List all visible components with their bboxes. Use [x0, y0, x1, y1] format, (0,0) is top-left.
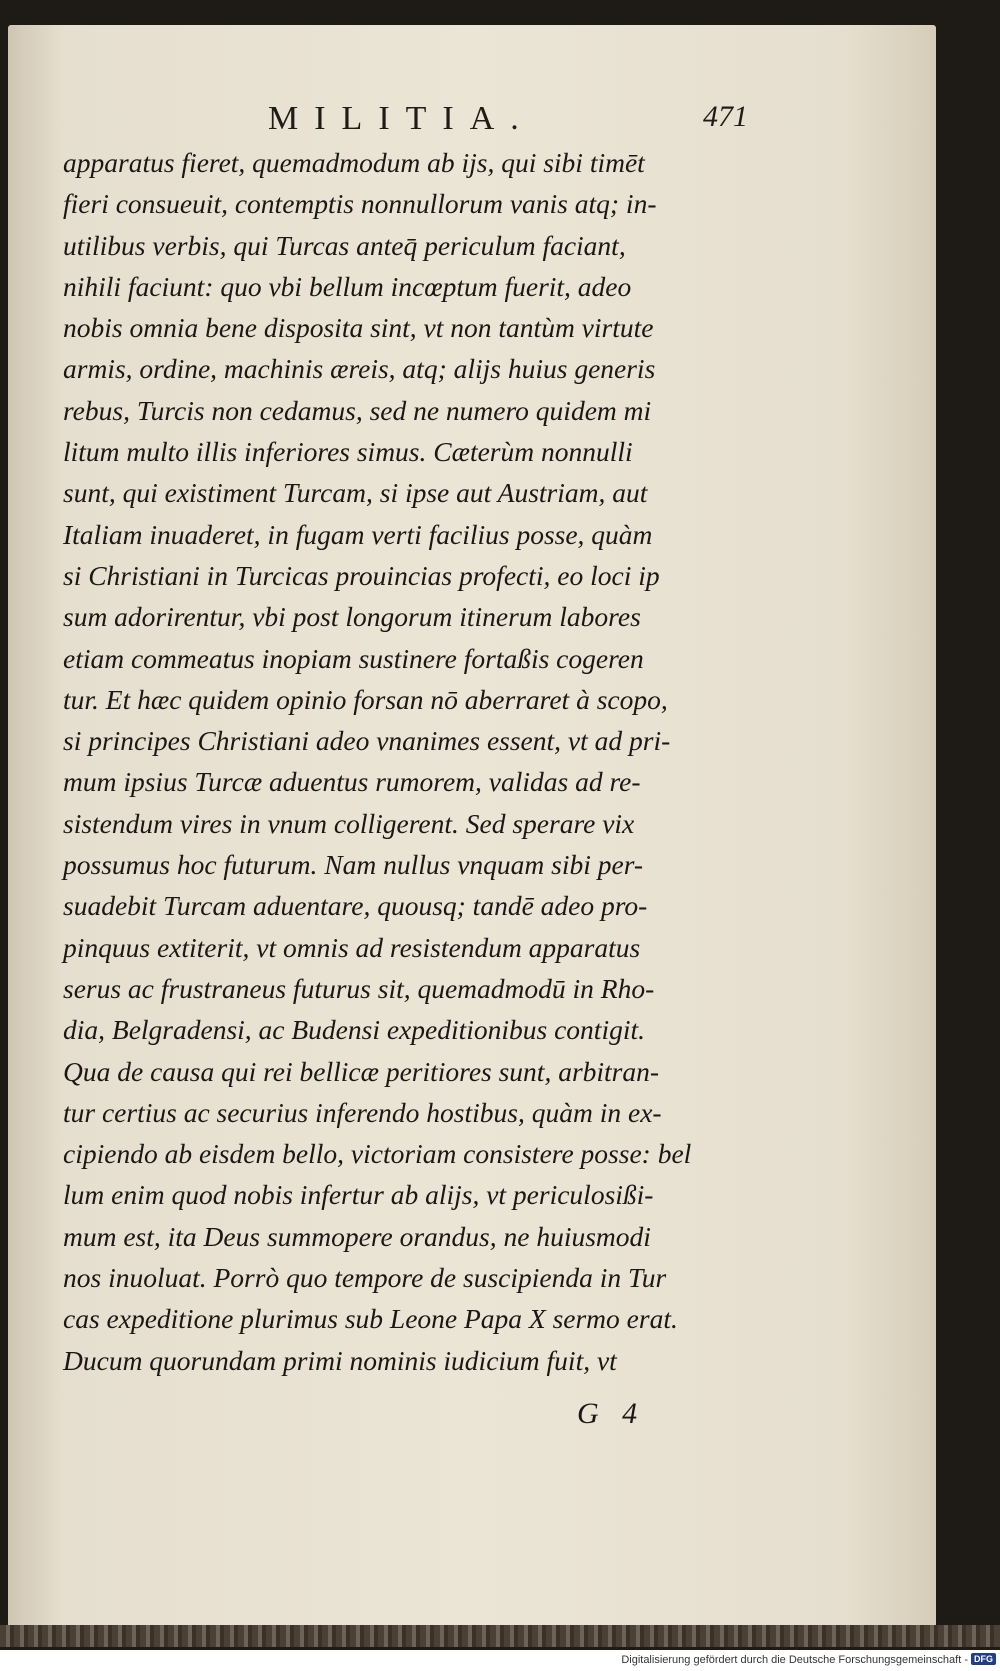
- text-line: cipiendo ab eisdem bello, victoriam consistere posse: bel: [63, 1138, 692, 1170]
- text-line: lum enim quod nobis infertur ab alijs, vt periculosißi-: [63, 1179, 654, 1211]
- text-line: nobis omnia bene disposita sint, vt non tantùm virtute: [63, 312, 654, 344]
- text-line: serus ac frustraneus futurus sit, quemadmodū in Rho-: [63, 972, 655, 1004]
- footer-credit: Digitalisierung gefördert durch die Deutsche Forschungsgemeinschaft -: [621, 1654, 968, 1666]
- text-line: sum adorirentur, vbi post longorum itinerum labores: [63, 601, 641, 633]
- text-line: fieri consueuit, contemptis nonnullorum vanis atq; in-: [63, 188, 657, 220]
- text-line: suadebit Turcam aduentare, quousq; tandē adeo pro-: [63, 890, 648, 922]
- text-line: sistendum vires in vnum colligerent. Sed sperare vix: [63, 807, 635, 839]
- text-line: mum ipsius Turcæ aduentus rumorem, validas ad re-: [63, 766, 641, 798]
- text-line: mum est, ita Deus summopere orandus, ne huiusmodi: [63, 1220, 651, 1252]
- text-line: si Christiani in Turcicas prouincias profecti, eo loci ip: [63, 559, 660, 591]
- text-line: si principes Christiani adeo vnanimes essent, vt ad pri-: [63, 725, 671, 757]
- text-line: sunt, qui existiment Turcam, si ipse aut Austriam, aut: [63, 477, 648, 509]
- text-line: dia, Belgradensi, ac Budensi expeditionibus contigit.: [63, 1014, 645, 1046]
- text-line: cas expeditione plurimus sub Leone Papa X sermo erat.: [63, 1303, 678, 1335]
- text-line: armis, ordine, machinis æreis, atq; alijs huius generis: [63, 353, 656, 385]
- text-line: apparatus fieret, quemadmodum ab ijs, qui sibi timēt: [63, 147, 645, 178]
- page-header: [268, 100, 748, 140]
- text-line: Qua de causa qui rei bellicæ peritiores sunt, arbitran-: [63, 1055, 660, 1087]
- text-line: tur. Et hæc quidem opinio forsan nō aberraret à scopo,: [63, 683, 668, 715]
- text-line: possumus hoc futurum. Nam nullus vnquam sibi per-: [63, 849, 644, 881]
- text-line: Ducum quorundam primi nominis iudicium fuit, vt: [63, 1344, 617, 1376]
- text-line: pinquus extiterit, vt omnis ad resistendum apparatus: [63, 931, 641, 963]
- running-head: MILITIA.: [268, 100, 535, 137]
- book-edge: [0, 1625, 1000, 1647]
- signature-mark: G 4: [577, 1397, 646, 1430]
- text-line: tur certius ac securius inferendo hostibus, quàm in ex-: [63, 1096, 662, 1128]
- text-line: Italiam inuaderet, in fugam verti facilius posse, quàm: [63, 518, 653, 550]
- dfg-logo[interactable]: DFG: [971, 1653, 996, 1665]
- text-line: rebus, Turcis non cedamus, sed ne numero quidem mi: [63, 394, 652, 426]
- text-line: nos inuoluat. Porrò quo tempore de suscipienda in Tur: [63, 1262, 667, 1294]
- body-text: [63, 142, 763, 1381]
- text-line: etiam commeatus inopiam sustinere fortaßis cogeren: [63, 642, 644, 674]
- text-line: utilibus verbis, qui Turcas anteq̄ periculum faciant,: [63, 229, 626, 261]
- text-line: litum multo illis inferiores simus. Cæterùm nonnulli: [63, 436, 633, 468]
- text-line: nihili faciunt: quo vbi bellum incœptum fuerit, adeo: [63, 270, 632, 302]
- footer-bar: [0, 1650, 1000, 1671]
- page-number: 471: [703, 100, 748, 133]
